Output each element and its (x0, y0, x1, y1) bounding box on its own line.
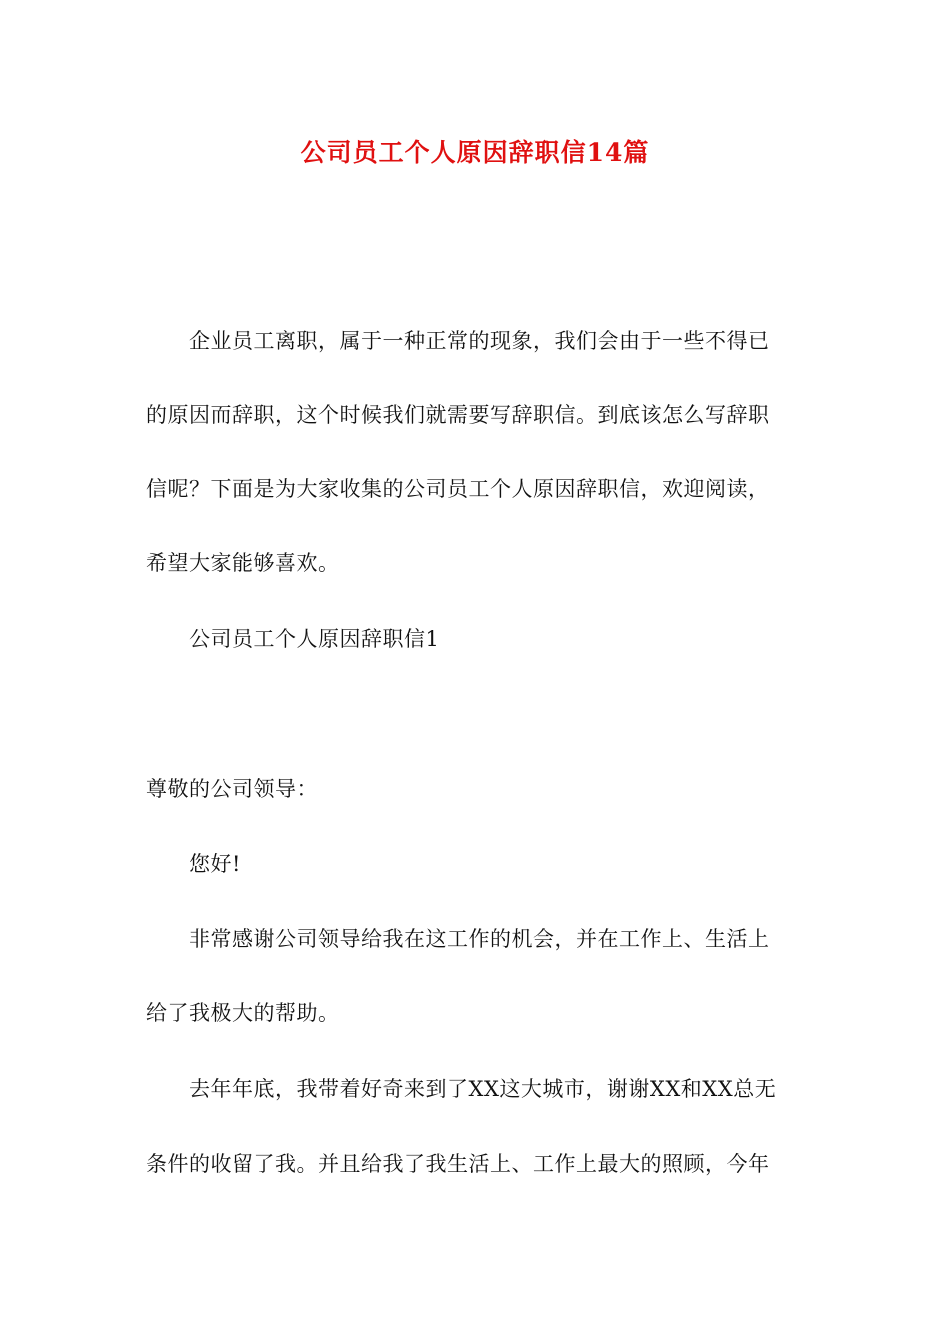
salutation: 尊敬的公司领导： (146, 777, 318, 801)
paragraph-thanks-line-1: 非常感谢公司领导给我在这工作的机会，并在工作上、生活上 (189, 927, 770, 951)
paragraph-body-line-2: 条件的收留了我。并且给我了我生活上、工作上最大的照顾，今年 (146, 1152, 770, 1176)
greeting: 您好! (189, 852, 241, 876)
section-heading: 公司员工个人原因辞职信1 (189, 627, 440, 651)
document-title: 公司员工个人原因辞职信14篇 (300, 138, 650, 167)
paragraph-intro-line-4: 希望大家能够喜欢。 (146, 551, 340, 575)
paragraph-intro-line-2: 的原因而辞职，这个时候我们就需要写辞职信。到底该怎么写辞职 (146, 403, 770, 427)
paragraph-body-line-1: 去年年底，我带着好奇来到了XX这大城市，谢谢XX和XX总无 (189, 1077, 777, 1101)
paragraph-thanks-line-2: 给了我极大的帮助。 (146, 1001, 340, 1025)
paragraph-intro-line-1: 企业员工离职，属于一种正常的现象，我们会由于一些不得已 (189, 329, 770, 353)
paragraph-intro-line-3: 信呢？下面是为大家收集的公司员工个人原因辞职信，欢迎阅读， (146, 477, 770, 501)
